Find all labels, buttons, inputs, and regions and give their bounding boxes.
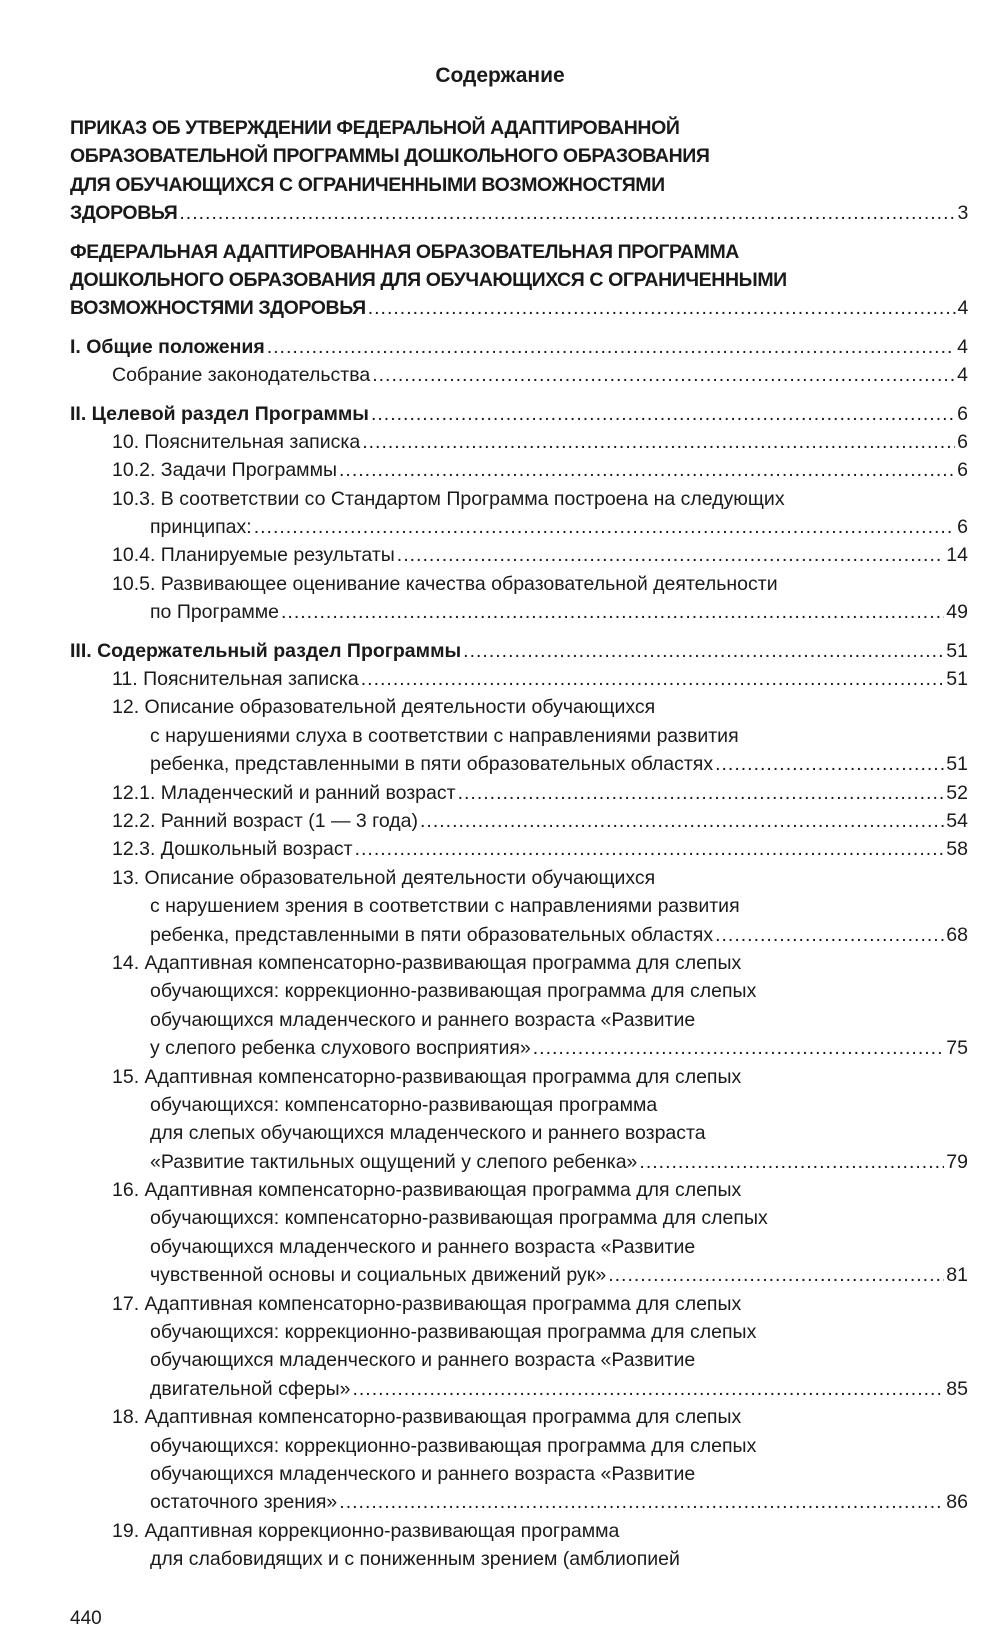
toc-entry-text: 16. Адаптивная компенсаторно-развивающая программа для слепых [112, 1179, 742, 1202]
toc-page-number: 86 [946, 1491, 968, 1514]
toc-page-number: 49 [946, 601, 968, 624]
toc-entry [70, 361, 968, 389]
toc-entry-text: ДОШКОЛЬНОГО ОБРАЗОВАНИЯ ДЛЯ ОБУЧАЮЩИХСЯ С ОГРАНИЧЕННЫМИ [70, 268, 787, 291]
dot-leader [355, 835, 945, 863]
toc-page-number: 6 [957, 459, 968, 482]
toc-entry [70, 485, 968, 542]
dot-leader [254, 513, 955, 541]
toc-line [70, 171, 968, 199]
toc-line [70, 400, 968, 428]
toc-entry-text: двигательной сферы» [150, 1377, 351, 1400]
toc-entry-text: с нарушением зрения в соответствии с направлениями развития [150, 895, 740, 918]
toc-line [70, 864, 968, 892]
toc-line [70, 1261, 968, 1289]
toc-entry-text: ФЕДЕРАЛЬНАЯ АДАПТИРОВАННАЯ ОБРАЗОВАТЕЛЬНАЯ ПРОГРАММА [70, 240, 739, 263]
toc-line [70, 1488, 968, 1516]
dot-leader [397, 541, 945, 569]
toc-page-number: 14 [946, 544, 968, 567]
toc-entry-text: 18. Адаптивная компенсаторно-развивающая программа для слепых [112, 1406, 742, 1429]
toc-entry-text: II. Целевой раздел Программы [70, 402, 369, 425]
toc-line [70, 333, 968, 361]
toc-entry-text: I. Общие положения [70, 335, 265, 358]
toc-entry-text: 12.2. Ранний возраст (1 — 3 года) [112, 809, 418, 832]
toc-entry [70, 333, 968, 361]
dot-leader [371, 400, 955, 428]
dot-leader [362, 428, 955, 456]
toc-page-number: 85 [946, 1377, 968, 1400]
toc-line [70, 598, 968, 626]
toc-line [70, 779, 968, 807]
toc-entry-text: принципах: [150, 516, 252, 539]
toc-line [70, 750, 968, 778]
dot-leader [179, 199, 955, 227]
toc-line [70, 1119, 968, 1147]
toc-page-number: 58 [946, 838, 968, 861]
toc-entry [70, 835, 968, 863]
toc-entry [70, 238, 968, 323]
toc-entry-text: с нарушениями слуха в соответствии с направлениями развития [150, 724, 739, 747]
toc-line [70, 949, 968, 977]
toc-entry-text: ВОЗМОЖНОСТЯМИ ЗДОРОВЬЯ [70, 297, 366, 320]
toc-entry [70, 1290, 968, 1404]
toc-line [70, 693, 968, 721]
toc-entry-text: III. Содержательный раздел Программы [70, 639, 462, 662]
dot-leader [420, 807, 944, 835]
toc-entry-text: обучающихся: компенсаторно-развивающая программа для слепых [150, 1207, 768, 1230]
toc-page-number: 75 [946, 1037, 968, 1060]
toc-line [70, 1034, 968, 1062]
toc-entry-text: 11. Пояснительная записка [112, 668, 359, 691]
toc-entry-text: для слабовидящих и с пониженным зрением (амблиопией [150, 1548, 680, 1571]
toc-line [70, 1517, 968, 1545]
dot-leader [352, 1375, 944, 1403]
toc-line [70, 361, 968, 389]
toc-entry [70, 114, 968, 228]
toc-entry [70, 1063, 968, 1177]
toc-line [70, 570, 968, 598]
toc-entry-text: 19. Адаптивная коррекционно-развивающая программа [112, 1519, 620, 1542]
toc-page-number: 51 [946, 753, 968, 776]
toc-entry [70, 400, 968, 428]
toc-page-number: 4 [957, 364, 968, 387]
toc-line [70, 665, 968, 693]
toc-line [70, 977, 968, 1005]
toc-line [70, 1176, 968, 1204]
toc-entry [70, 1517, 968, 1574]
toc-entry-text: чувственной основы и социальных движений рук» [150, 1264, 607, 1287]
toc-line [70, 1148, 968, 1176]
toc-entry [70, 1403, 968, 1517]
toc-entry-text: остаточного зрения» [150, 1491, 338, 1514]
toc-entry-text: обучающихся: компенсаторно-развивающая программа [150, 1093, 658, 1116]
dot-leader [463, 637, 944, 665]
dot-leader [533, 1034, 945, 1062]
toc-entry-text: 12. Описание образовательной деятельности обучающихся [112, 696, 656, 719]
toc-line [70, 1545, 968, 1573]
dot-leader [368, 294, 956, 322]
toc-line [70, 1403, 968, 1431]
toc-page-number: 4 [957, 297, 968, 320]
toc-line [70, 485, 968, 513]
toc-entry-text: ребенка, представленными в пяти образовательных областях [150, 753, 714, 776]
toc-entry [70, 570, 968, 627]
toc-page-number: 52 [946, 781, 968, 804]
toc-entry-text: обучающихся младенческого и раннего возраста «Развитие [150, 1462, 696, 1485]
toc-page-number: 51 [946, 639, 968, 662]
toc-entry-text: 12.1. Младенческий и ранний возраст [112, 781, 456, 804]
toc-entry [70, 693, 968, 778]
toc-entry-text: ребенка, представленными в пяти образовательных областях [150, 923, 714, 946]
toc-line [70, 835, 968, 863]
toc-page-number: 81 [946, 1264, 968, 1287]
toc-line [70, 921, 968, 949]
toc-entry-text: 10. Пояснительная записка [112, 430, 361, 453]
toc-line [70, 238, 968, 266]
dot-leader [339, 1488, 944, 1516]
dot-leader [715, 750, 944, 778]
toc-line [70, 1346, 968, 1374]
toc-page-number: 6 [957, 516, 968, 539]
toc-line [70, 1091, 968, 1119]
toc-line [70, 892, 968, 920]
table-of-contents [70, 114, 968, 1574]
dot-leader [361, 665, 945, 693]
toc-line [70, 1375, 968, 1403]
toc-line [70, 1063, 968, 1091]
toc-entry-text: ЗДОРОВЬЯ [70, 202, 178, 225]
toc-entry [70, 1176, 968, 1290]
dot-leader [608, 1261, 944, 1289]
toc-entry-text: ОБРАЗОВАТЕЛЬНОЙ ПРОГРАММЫ ДОШКОЛЬНОГО ОБРАЗОВАНИЯ [70, 145, 710, 168]
dot-leader [715, 921, 944, 949]
toc-line [70, 722, 968, 750]
toc-entry [70, 541, 968, 569]
toc-entry [70, 456, 968, 484]
toc-line [70, 114, 968, 142]
toc-entry-text: 13. Описание образовательной деятельности обучающихся [112, 866, 656, 889]
toc-line [70, 541, 968, 569]
toc-entry [70, 779, 968, 807]
toc-line [70, 807, 968, 835]
toc-line [70, 1318, 968, 1346]
toc-entry-text: 17. Адаптивная компенсаторно-развивающая программа для слепых [112, 1292, 742, 1315]
toc-line [70, 1432, 968, 1460]
toc-entry-text: обучающихся младенческого и раннего возраста «Развитие [150, 1235, 696, 1258]
toc-entry-text: 10.3. В соответствии со Стандартом Программа построена на следующих [112, 487, 785, 510]
toc-line [70, 513, 968, 541]
toc-entry-text: обучающихся: коррекционно-развивающая программа для слепых [150, 1434, 757, 1457]
toc-entry [70, 428, 968, 456]
toc-line [70, 456, 968, 484]
toc-line [70, 1460, 968, 1488]
toc-entry [70, 864, 968, 949]
toc-entry-text: ПРИКАЗ ОБ УТВЕРЖДЕНИИ ФЕДЕРАЛЬНОЙ АДАПТИРОВАННОЙ [70, 117, 680, 139]
toc-page-number: 68 [946, 923, 968, 946]
toc-page-number: 79 [946, 1150, 968, 1173]
toc-page-number: 54 [946, 809, 968, 832]
dot-leader [267, 333, 955, 361]
dot-leader [372, 361, 955, 389]
toc-entry [70, 637, 968, 665]
toc-page-number: 51 [946, 668, 968, 691]
dot-leader [639, 1148, 944, 1176]
toc-line [70, 142, 968, 170]
toc-entry-text: 10.4. Планируемые результаты [112, 544, 395, 567]
toc-entry-text: 14. Адаптивная компенсаторно-развивающая программа для слепых [112, 951, 742, 974]
toc-line [70, 1233, 968, 1261]
toc-page-number: 6 [957, 430, 968, 453]
toc-entry-text: 15. Адаптивная компенсаторно-развивающая программа для слепых [112, 1065, 742, 1088]
toc-entry-text: 10.2. Задачи Программы [112, 459, 338, 482]
toc-line [70, 1204, 968, 1232]
dot-leader [458, 779, 945, 807]
toc-entry-text: обучающихся младенческого и раннего возраста «Развитие [150, 1008, 696, 1031]
toc-entry-text: для слепых обучающихся младенческого и раннего возраста [150, 1122, 706, 1145]
toc-page-number: 6 [957, 402, 968, 425]
toc-entry-text: у слепого ребенка слухового восприятия» [150, 1037, 531, 1060]
toc-line [70, 428, 968, 456]
toc-line [70, 266, 968, 294]
toc-entry-text: по Программе [150, 601, 279, 624]
page-title: Содержание [435, 64, 565, 87]
toc-page-number: 3 [957, 202, 968, 225]
toc-entry-text: «Развитие тактильных ощущений у слепого ребенка» [150, 1150, 638, 1173]
toc-entry-text: обучающихся младенческого и раннего возраста «Развитие [150, 1349, 696, 1372]
toc-line [70, 294, 968, 322]
toc-line [70, 1006, 968, 1034]
toc-line [70, 1290, 968, 1318]
dot-leader [281, 598, 944, 626]
toc-entry-text: Собрание законодательства [112, 364, 371, 387]
toc-line [70, 637, 968, 665]
toc-entry-text: 12.3. Дошкольный возраст [112, 838, 353, 861]
toc-entry [70, 807, 968, 835]
toc-entry [70, 949, 968, 1063]
dot-leader [339, 456, 955, 484]
toc-entry-text: обучающихся: коррекционно-развивающая программа для слепых [150, 1321, 757, 1344]
toc-page-number: 4 [957, 335, 968, 358]
page-number: 440 [70, 1608, 102, 1629]
toc-entry-text: обучающихся: коррекционно-развивающая программа для слепых [150, 980, 757, 1003]
toc-entry-text: ДЛЯ ОБУЧАЮЩИХСЯ С ОГРАНИЧЕННЫМИ ВОЗМОЖНОСТЯМИ [70, 173, 665, 196]
toc-line [70, 199, 968, 227]
toc-entry [70, 665, 968, 693]
toc-entry-text: 10.5. Развивающее оценивание качества образовательной деятельности [112, 572, 778, 595]
